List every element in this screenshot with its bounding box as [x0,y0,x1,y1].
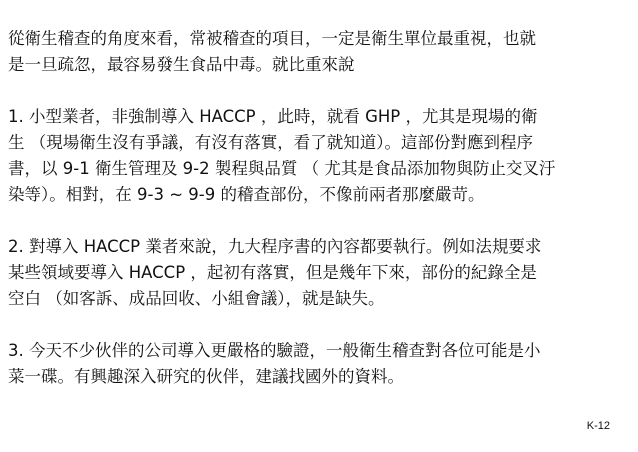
point-1-paragraph [8,104,628,208]
intro-line-2: 是一旦疏忽，最容易發生食品中毒。就比重來說 [8,55,355,74]
point-1-line-2: 生 （現場衛生沒有爭議，有沒有落實，看了就知道）。這部份對應到程序 [8,133,533,152]
paragraph-spacer [8,208,628,234]
paragraph-spacer [8,78,628,104]
point-1-line-1: 1. 小型業者，非強制導入 HACCP ，此時，就看 GHP ，尤其是現場的衛 [8,107,538,126]
point-1-line-3: 書，以 9-1 衛生管理及 9-2 製程與品質 （ 尤其是食品添加物與防止交叉汙 [8,159,556,178]
point-2-line-2: 某些領域要導入 HACCP ，起初有落實，但是幾年下來，部份的紀錄全是 [8,263,537,282]
point-2-line-1: 2. 對導入 HACCP 業者來說，九大程序書的內容都要執行。例如法規要求 [8,237,542,256]
page-number: K-12 [586,420,610,432]
point-3-line-2: 菜一碟。有興趣深入研究的伙伴，建議找國外的資料。 [8,367,404,386]
point-1-line-4: 染等）。相對，在 9-3 ~ 9-9 的稽查部份，不像前兩者那麼嚴苛。 [8,185,485,204]
point-2-line-3: 空白 （如客訴、成品回收、小組會議），就是缺失。 [8,289,385,308]
slide-body-text [8,26,628,390]
point-2-paragraph [8,234,628,312]
point-3-paragraph [8,338,628,390]
paragraph-spacer [8,312,628,338]
point-3-line-1: 3. 今天不少伙伴的公司導入更嚴格的驗證，一般衛生稽查對各位可能是小 [8,341,541,360]
intro-paragraph [8,26,628,78]
intro-line-1: 從衛生稽查的角度來看，常被稽查的項目，一定是衛生單位最重視，也就 [8,29,536,48]
